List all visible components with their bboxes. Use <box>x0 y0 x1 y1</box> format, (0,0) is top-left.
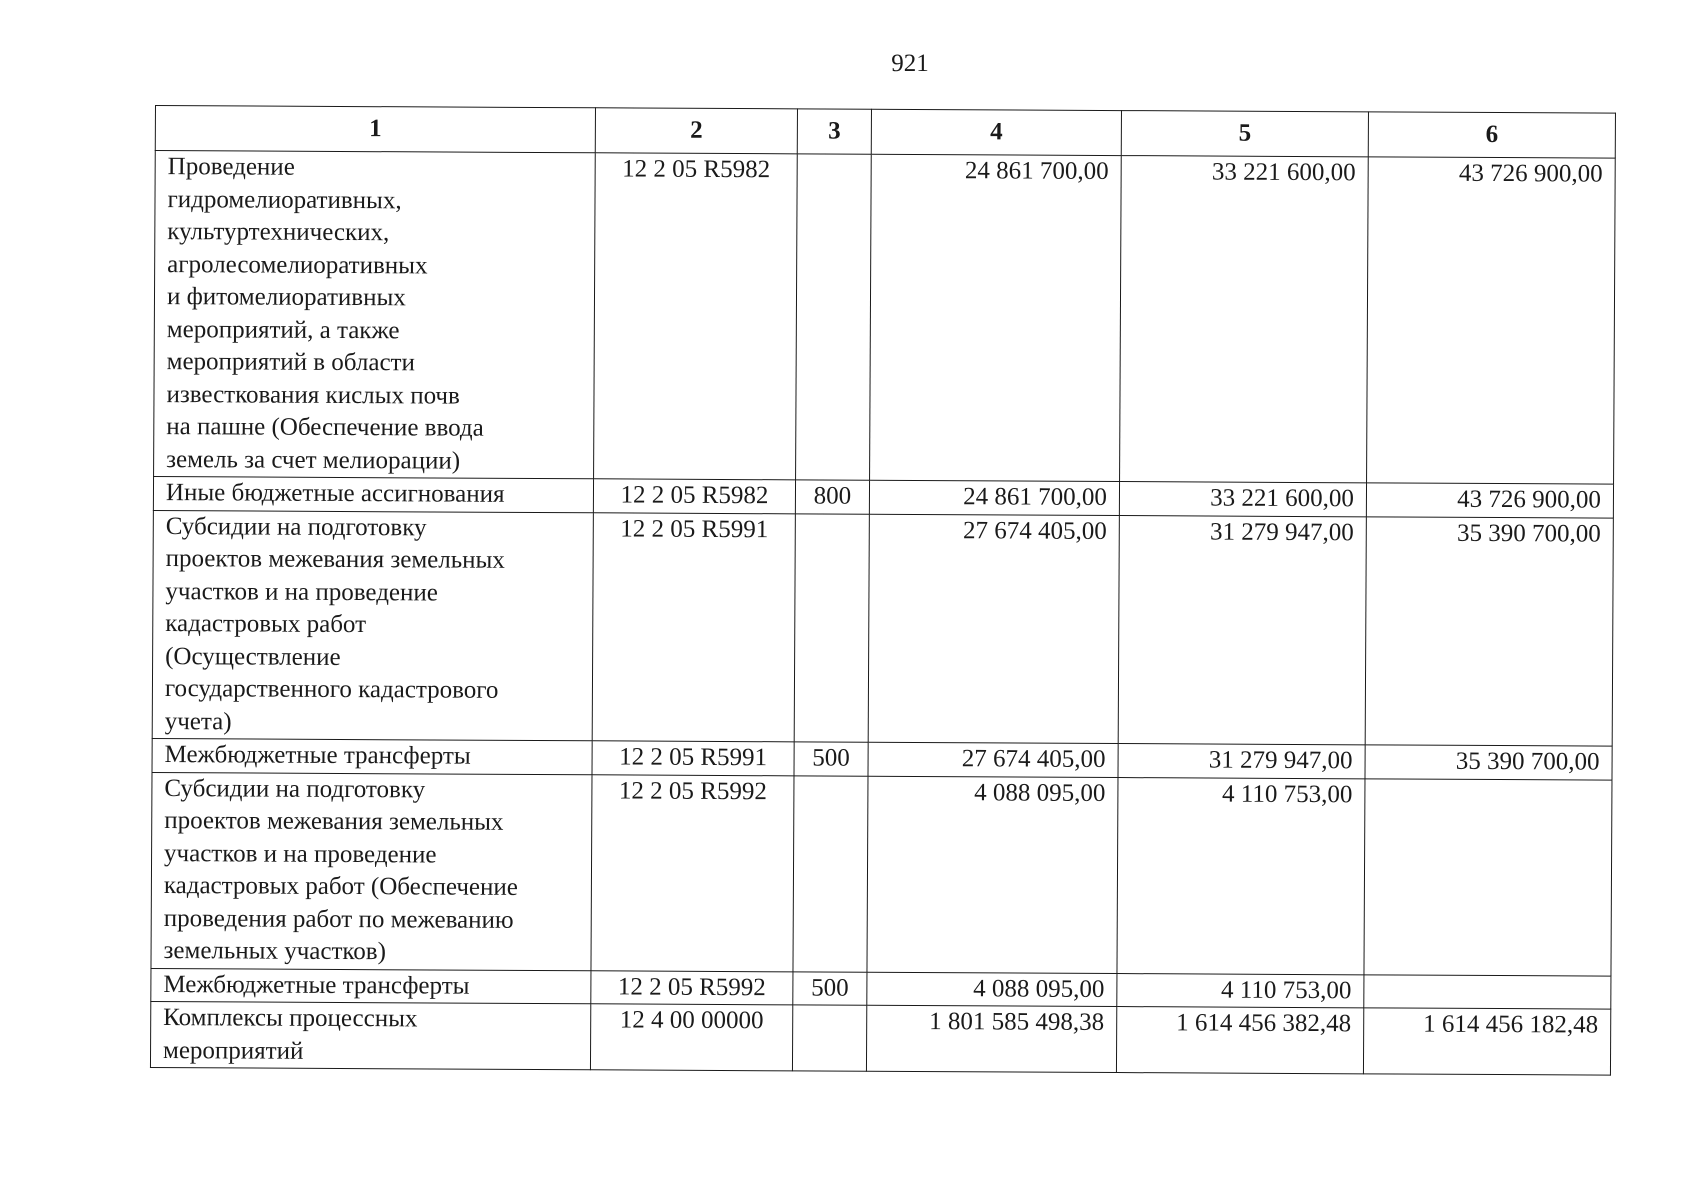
row-value-6: 35 390 700,00 <box>1365 745 1612 780</box>
page-number: 921 <box>891 50 929 77</box>
row-value-4: 27 674 405,00 <box>868 742 1118 777</box>
row-value-5: 33 221 600,00 <box>1120 156 1369 483</box>
column-header-3: 3 <box>797 109 871 154</box>
row-name: Комплексы процессных мероприятий <box>150 1001 590 1069</box>
table-row <box>150 1001 1610 1075</box>
column-header-5: 5 <box>1121 111 1368 157</box>
row-value-4: 1 801 585 498,38 <box>866 1005 1116 1072</box>
column-header-6: 6 <box>1368 112 1615 158</box>
row-name: Субсидии на подготовку проектов межевания земельных участков и на проведение кадастровых работ (Обеспечение проведения работ по межеванию земельных участков) <box>151 772 592 970</box>
row-value-4: 24 861 700,00 <box>870 154 1122 481</box>
row-value-5: 1 614 456 382,48 <box>1116 1007 1363 1074</box>
row-value-6: 35 390 700,00 <box>1365 516 1613 746</box>
row-name: Межбюджетные трансферты <box>151 968 591 1004</box>
row-value-6: 43 726 900,00 <box>1367 157 1616 484</box>
row-type <box>793 775 868 971</box>
row-value-6 <box>1364 778 1612 975</box>
table-row <box>152 510 1613 746</box>
row-code: 12 2 05 R5991 <box>592 741 794 776</box>
row-value-5: 31 279 947,00 <box>1118 515 1366 745</box>
column-header-1: 1 <box>155 106 595 153</box>
row-value-6: 43 726 900,00 <box>1366 483 1613 518</box>
row-value-5: 4 110 753,00 <box>1117 777 1365 974</box>
table-row <box>151 772 1612 976</box>
row-code: 12 2 05 R5992 <box>591 774 794 971</box>
row-code: 12 4 00 00000 <box>590 1004 792 1071</box>
row-code: 12 2 05 R5982 <box>594 153 798 480</box>
column-header-4: 4 <box>871 109 1121 155</box>
row-type <box>794 513 869 742</box>
budget-table <box>150 105 1616 1076</box>
table-header-row <box>155 106 1615 159</box>
row-value-6: 1 614 456 182,48 <box>1363 1008 1610 1075</box>
row-type <box>792 1005 866 1071</box>
row-value-5: 31 279 947,00 <box>1118 744 1365 779</box>
row-value-5: 4 110 753,00 <box>1117 973 1364 1008</box>
row-value-4: 4 088 095,00 <box>867 776 1118 973</box>
row-value-5: 33 221 600,00 <box>1119 482 1366 517</box>
row-value-4: 4 088 095,00 <box>867 972 1117 1007</box>
row-type: 500 <box>793 971 867 1005</box>
row-name: Иные бюджетные ассигнования <box>153 476 593 512</box>
row-value-4: 27 674 405,00 <box>868 514 1119 744</box>
row-name: Субсидии на подготовку проектов межевания земельных участков и на проведение кадастровых работ (Осуществление государственного кадастрового учета) <box>152 510 593 741</box>
column-header-2: 2 <box>595 108 797 154</box>
row-value-4: 24 861 700,00 <box>869 480 1119 515</box>
row-code: 12 2 05 R5991 <box>592 512 795 742</box>
table-row <box>154 151 1616 485</box>
row-type <box>796 154 872 480</box>
row-name: Проведение гидромелиоративных, культуртехнических, агролесомелиоративных и фитомелиоративных мероприятий, а также мероприятий в области известкования кислых почв на пашне (Обеспечение ввода земель за счет мелиорации) <box>154 151 596 479</box>
row-name: Межбюджетные трансферты <box>152 738 592 774</box>
row-code: 12 2 05 R5982 <box>593 479 795 514</box>
row-value-6 <box>1364 974 1611 1009</box>
row-type: 500 <box>794 742 868 776</box>
row-code: 12 2 05 R5992 <box>591 970 793 1005</box>
row-type: 800 <box>795 480 869 514</box>
